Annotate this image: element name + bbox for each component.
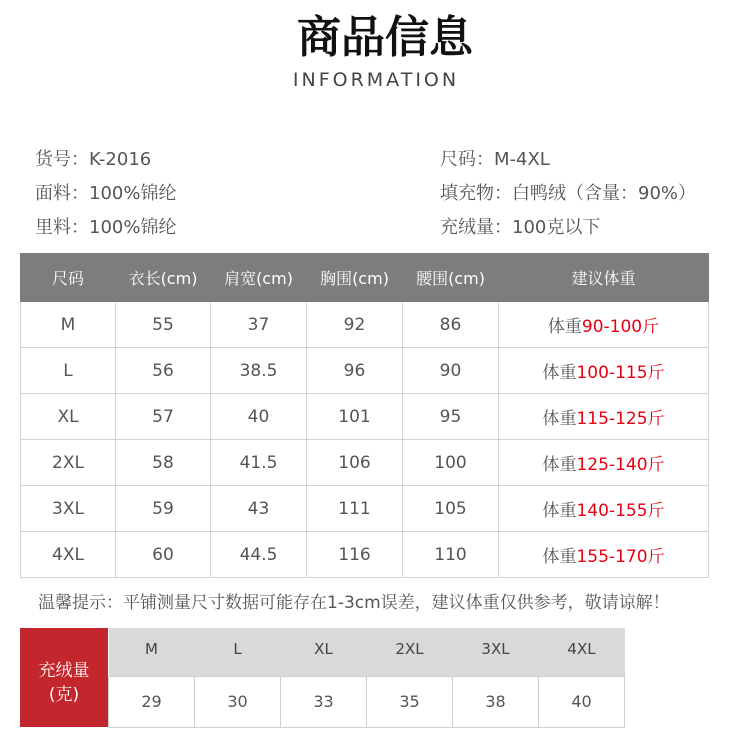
weight-range: 155-170斤 xyxy=(576,547,665,567)
waist-cell: 105 xyxy=(403,486,499,532)
shoulder-cell: 37 xyxy=(211,302,307,348)
weight-cell xyxy=(499,532,709,578)
lining-info: 里料：100%锦纶 xyxy=(35,217,177,238)
size-cell: M xyxy=(21,302,116,348)
fill-amount-unit: (克) xyxy=(48,684,80,705)
chest-cell: 106 xyxy=(307,440,403,486)
weight-prefix: 体重 xyxy=(542,409,577,429)
fill-amount-info: 充绒量：100克以下 xyxy=(440,217,601,238)
chest-cell: 116 xyxy=(307,532,403,578)
length-cell: 58 xyxy=(116,440,211,486)
weight-range: 100-115斤 xyxy=(576,363,665,383)
waist-cell: 110 xyxy=(403,532,499,578)
fill-value-cell: 33 xyxy=(281,676,367,727)
column-header-shoulder: 肩宽(cm) xyxy=(211,254,307,302)
waist-cell: 100 xyxy=(403,440,499,486)
page-subtitle: INFORMATION xyxy=(292,69,460,91)
filling-info: 填充物：白鸭绒（含量：90%） xyxy=(440,183,697,204)
column-header-waist: 腰围(cm) xyxy=(403,254,499,302)
size-row xyxy=(21,302,709,348)
shoulder-cell: 38.5 xyxy=(211,348,307,394)
chest-cell: 96 xyxy=(307,348,403,394)
size-row xyxy=(21,486,709,532)
chest-cell: 101 xyxy=(307,394,403,440)
item-number: 货号：K-2016 xyxy=(35,149,152,170)
weight-prefix: 体重 xyxy=(542,455,577,475)
weight-range: 115-125斤 xyxy=(576,409,665,429)
fill-size-row xyxy=(109,628,625,676)
length-cell: 57 xyxy=(116,394,211,440)
fill-amount-table xyxy=(108,628,625,728)
weight-prefix: 体重 xyxy=(547,317,582,337)
size-row xyxy=(21,348,709,394)
weight-prefix: 体重 xyxy=(542,363,577,383)
column-header-weight: 建议体重 xyxy=(499,254,709,302)
fill-size-header: 4XL xyxy=(539,628,625,676)
weight-cell xyxy=(499,486,709,532)
fill-value-cell: 30 xyxy=(195,676,281,727)
shoulder-cell: 40 xyxy=(211,394,307,440)
length-cell: 55 xyxy=(116,302,211,348)
weight-cell xyxy=(499,348,709,394)
measurement-note: 温馨提示：平铺测量尺寸数据可能存在1-3cm误差，建议体重仅供参考，敬请谅解！ xyxy=(38,593,670,613)
size-cell: XL xyxy=(21,394,116,440)
weight-range: 125-140斤 xyxy=(576,455,665,475)
length-cell: 60 xyxy=(116,532,211,578)
size-cell: 2XL xyxy=(21,440,116,486)
fill-size-header: M xyxy=(109,628,195,676)
weight-prefix: 体重 xyxy=(542,501,577,521)
size-cell: L xyxy=(21,348,116,394)
weight-cell xyxy=(499,394,709,440)
size-row xyxy=(21,440,709,486)
chest-cell: 111 xyxy=(307,486,403,532)
waist-cell: 95 xyxy=(403,394,499,440)
fill-size-header: 2XL xyxy=(367,628,453,676)
weight-prefix: 体重 xyxy=(542,547,577,567)
fill-amount-label: 充绒量 xyxy=(38,660,90,681)
weight-cell xyxy=(499,302,709,348)
fill-amount-label-box xyxy=(20,628,108,727)
size-chart-table xyxy=(20,253,709,578)
fill-value-cell: 38 xyxy=(453,676,539,727)
size-chart-header-row xyxy=(21,254,709,302)
size-range-info: 尺码：M-4XL xyxy=(440,149,550,170)
waist-cell: 86 xyxy=(403,302,499,348)
fill-value-cell: 35 xyxy=(367,676,453,727)
column-header-chest: 胸围(cm) xyxy=(307,254,403,302)
shoulder-cell: 43 xyxy=(211,486,307,532)
fill-size-header: L xyxy=(195,628,281,676)
size-cell: 4XL xyxy=(21,532,116,578)
size-row xyxy=(21,532,709,578)
weight-cell xyxy=(499,440,709,486)
fabric-info: 面料：100%锦纶 xyxy=(35,183,177,204)
length-cell: 56 xyxy=(116,348,211,394)
waist-cell: 90 xyxy=(403,348,499,394)
shoulder-cell: 44.5 xyxy=(211,532,307,578)
weight-range: 140-155斤 xyxy=(576,501,665,521)
column-header-length: 衣长(cm) xyxy=(116,254,211,302)
page-title: 商品信息 xyxy=(297,12,473,63)
size-row xyxy=(21,394,709,440)
chest-cell: 92 xyxy=(307,302,403,348)
length-cell: 59 xyxy=(116,486,211,532)
weight-range: 90-100斤 xyxy=(581,317,660,337)
fill-size-header: XL xyxy=(281,628,367,676)
size-cell: 3XL xyxy=(21,486,116,532)
fill-size-header: 3XL xyxy=(453,628,539,676)
fill-value-cell: 29 xyxy=(109,676,195,727)
fill-value-row xyxy=(109,676,625,727)
shoulder-cell: 41.5 xyxy=(211,440,307,486)
fill-value-cell: 40 xyxy=(539,676,625,727)
column-header-size: 尺码 xyxy=(21,254,116,302)
